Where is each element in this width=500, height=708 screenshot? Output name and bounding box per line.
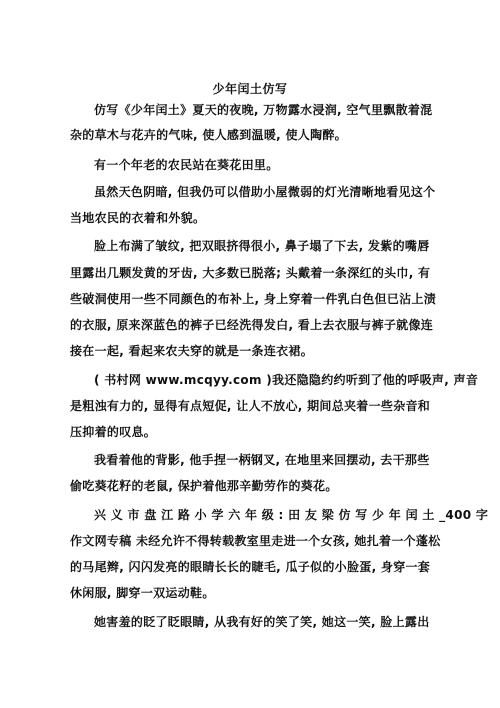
text-line: 脸上布满了皱纹, 把双眼挤得很小, 鼻子塌了下去, 发紫的嘴唇	[94, 239, 430, 253]
text-line: 里露出几颗发黄的牙齿, 大多数已脱落; 头戴着一条深红的头巾, 有	[70, 266, 431, 280]
text-line: 我看着他的背影, 他手捏一柄钢叉, 在地里来回摆动, 去干那些	[94, 453, 430, 467]
text-line: 她害羞的眨了眨眼睛, 从我有好的笑了笑, 她这一笑, 脸上露出	[94, 615, 430, 629]
text-line: 作文网专稿 未经允许不得转载教室里走进一个女孩, 她扎着一个蓬松	[70, 534, 441, 548]
text-line: 虽然天色阴暗, 但我仍可以借助小屋微弱的灯光清晰地看见这个	[94, 185, 436, 199]
text-line: 有一个年老的农民站在葵花田里。	[94, 158, 279, 172]
text-line: 压抑着的叹息。	[70, 425, 157, 439]
text-line: 是粗浊有力的, 显得有点短促, 让人不放心, 期间总夹着一些杂音和	[70, 399, 431, 413]
text-line: 杂的草木与花卉的气味, 使人感到温暖, 使人陶醉。	[70, 128, 347, 142]
text-line: 仿写《少年闰土》夏天的夜晚, 万物露水浸润, 空气里飘散着混	[94, 103, 433, 117]
text-line: 兴 义 市 盘 江 路 小 学 六 年 级 : 田 友 梁 仿 写 少 年 闰 土 _400 字	[94, 508, 489, 522]
text-line: ( 书村网 www.mcqyy.com )我还隐隐约约听到了他的呼吸声, 声音	[94, 373, 479, 387]
text-line: 的衣服, 原来深蓝色的裤子已经洗得发白, 看上去衣服与裤子就像连	[70, 318, 434, 332]
page-title: 少年闰土仿写	[212, 82, 288, 96]
text-line: 当地农民的衣着和外貌。	[70, 211, 206, 225]
text-line: 的马尾辫, 闪闪发亮的眼睛长长的睫毛, 瓜子似的小脸蛋, 身穿一套	[70, 560, 431, 574]
text-line: 接在一起, 看起来农夫穿的就是一条连衣裙。	[70, 344, 314, 358]
text-line: 休闲服, 脚穿一双运动鞋。	[70, 586, 215, 600]
text-line: 偷吃葵花籽的老鼠, 保护着他那辛勤劳作的葵花。	[70, 479, 338, 493]
text-line: 些破洞使用一些不同颜色的布补上, 身上穿着一件乳白色但已沾上渍	[70, 292, 437, 306]
